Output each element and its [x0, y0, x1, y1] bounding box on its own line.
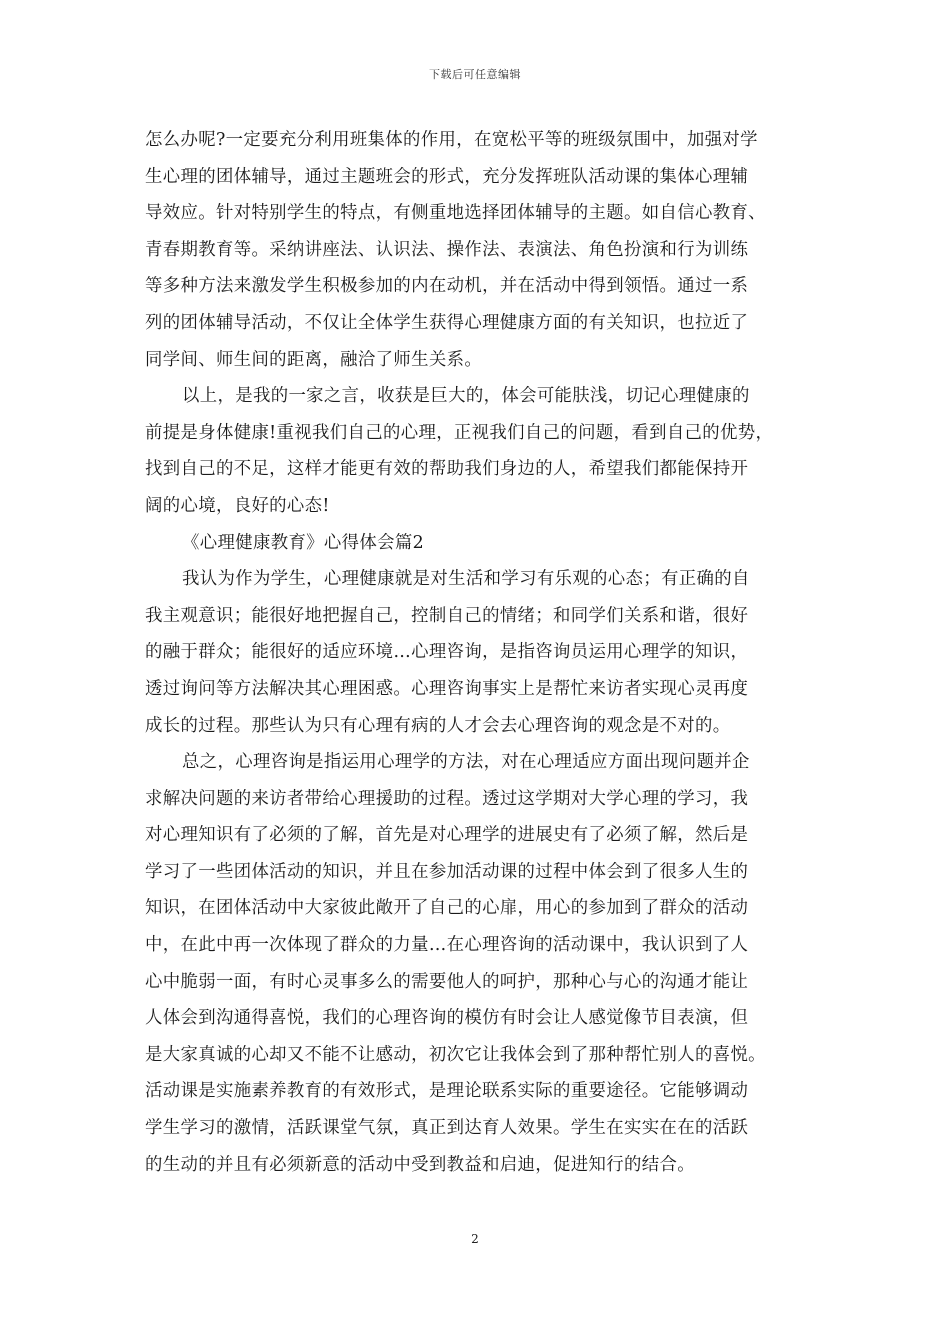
text-line: 活动课是实施素养教育的有效形式，是理论联系实际的重要途径。它能够调动 — [145, 1081, 749, 1102]
text-line: 以上，是我的一家之言，收获是巨大的，体会可能肤浅，切记心理健康的 — [182, 386, 750, 407]
text-line: 列的团体辅导活动，不仅让全体学生获得心理健康方面的有关知识，也拉近了 — [145, 312, 749, 333]
text-line: 中，在此中再一次体现了群众的力量…在心理咨询的活动课中，我认识到了人 — [145, 935, 749, 956]
text-line: 我主观意识；能很好地把握自己，控制自己的情绪；和同学们关系和谐，很好 — [145, 605, 749, 626]
text-line: 我认为作为学生，心理健康就是对生活和学习有乐观的心态；有正确的自 — [182, 569, 750, 590]
text-line: 知识，在团体活动中大家彼此敞开了自己的心扉，用心的参加到了群众的活动 — [145, 898, 749, 919]
text-line: 导效应。针对特别学生的特点，有侧重地选择团体辅导的主题。如自信心教育、 — [145, 203, 766, 224]
text-line: 总之，心理咨询是指运用心理学的方法，对在心理适应方面出现问题并企 — [182, 752, 750, 773]
text-line: 成长的过程。那些认为只有心理有病的人才会去心理咨询的观念是不对的。 — [145, 715, 731, 736]
text-line: 等多种方法来激发学生积极参加的内在动机，并在活动中得到领悟。通过一系 — [145, 276, 749, 297]
text-line: 前提是身体健康!重视我们自己的心理，正视我们自己的问题，看到自己的优势， — [145, 422, 774, 443]
text-line: 的生动的并且有必须新意的活动中受到教益和启迪，促进知行的结合。 — [145, 1154, 695, 1175]
text-line: 是大家真诚的心却又不能不让感动，初次它让我体会到了那种帮忙别人的喜悦。 — [145, 1044, 766, 1065]
text-line: 同学间、师生间的距离，融洽了师生关系。 — [145, 349, 483, 370]
text-line: 的融于群众；能很好的适应环境…心理咨询，是指咨询员运用心理学的知识， — [145, 642, 749, 663]
text-line: 生心理的团体辅导，通过主题班会的形式，充分发挥班队活动课的集体心理辅 — [145, 166, 749, 187]
text-line: 对心理知识有了必须的了解，首先是对心理学的进展史有了必须了解，然后是 — [145, 825, 749, 846]
text-line: 求解决问题的来访者带给心理援助的过程。透过这学期对大学心理的学习，我 — [145, 788, 749, 809]
text-line: 人体会到沟通得喜悦，我们的心理咨询的模仿有时会让人感觉像节目表演，但 — [145, 1008, 749, 1029]
text-line: 《心理健康教育》心得体会篇2 — [182, 532, 425, 553]
text-line: 怎么办呢?一定要充分利用班集体的作用，在宽松平等的班级氛围中，加强对学 — [145, 130, 758, 150]
text-line: 青春期教育等。采纳讲座法、认识法、操作法、表演法、角色扮演和行为训练 — [145, 239, 749, 260]
text-line: 学习了一些团体活动的知识，并且在参加活动课的过程中体会到了很多人生的 — [145, 861, 749, 882]
text-line: 阔的心境，良好的心态! — [145, 495, 330, 516]
document-body — [145, 122, 805, 1183]
text-line: 学生学习的激情，活跃课堂气氛，真正到达育人效果。学生在实实在在的活跃 — [145, 1118, 749, 1139]
page-number: 2 — [471, 1232, 479, 1246]
text-line: 透过询问等方法解决其心理困惑。心理咨询事实上是帮忙来访者实现心灵再度 — [145, 678, 749, 699]
page-header-note: 下载后可任意编辑 — [429, 68, 521, 81]
text-line: 找到自己的不足，这样才能更有效的帮助我们身边的人，希望我们都能保持开 — [145, 459, 749, 480]
text-line: 心中脆弱一面，有时心灵事多么的需要他人的呵护，那种心与心的沟通才能让 — [145, 971, 749, 992]
